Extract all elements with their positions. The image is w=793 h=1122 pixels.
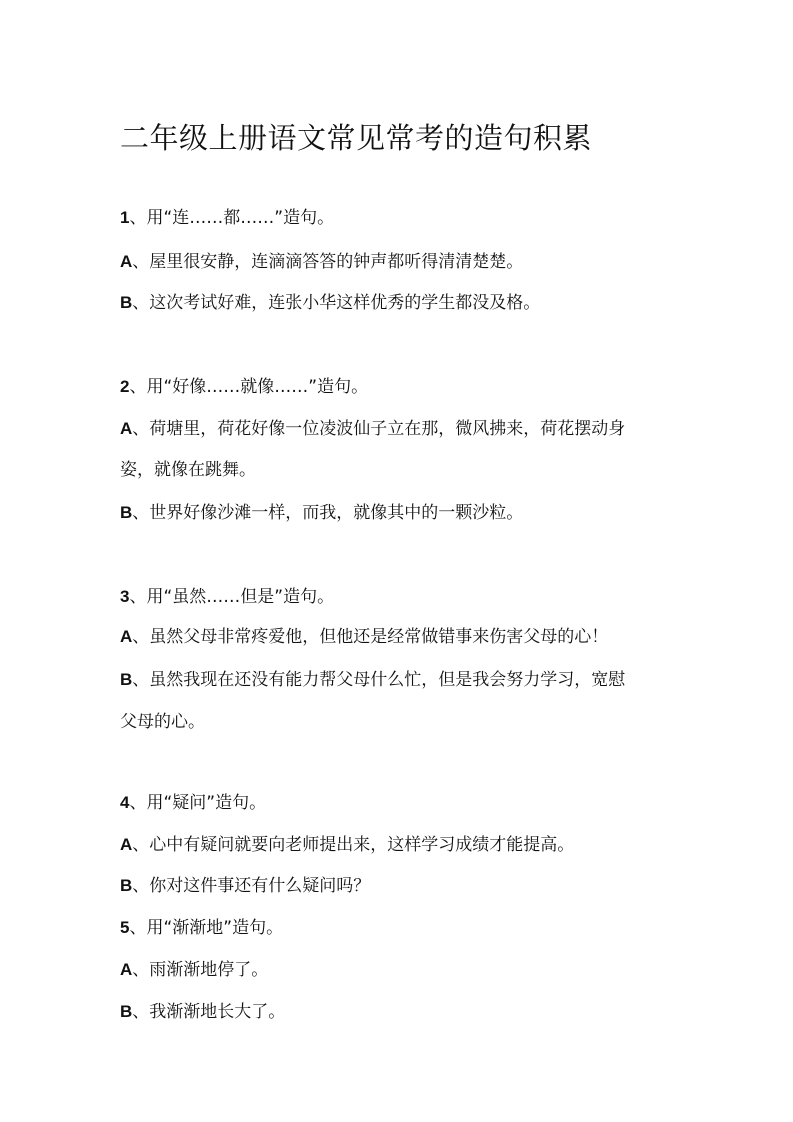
section-1-answer-a <box>120 250 523 274</box>
answer-label: A <box>120 419 133 438</box>
section-1-answer-b <box>120 291 540 315</box>
answer-text: 、屋里很安静，连滴滴答答的钟声都听得清清楚楚。 <box>132 252 524 272</box>
section-4-prompt <box>120 791 266 815</box>
section-2-prompt <box>120 375 368 399</box>
answer-text: 、雨渐渐地停了。 <box>132 960 269 980</box>
answer-text: 、心中有疑问就要向老师提出来，这样学习成绩才能提高。 <box>132 835 575 855</box>
section-number: 1 <box>120 208 130 227</box>
answer-label: B <box>120 670 133 689</box>
section-2-answer-b <box>120 501 523 525</box>
answer-text: 、你对这件事还有什么疑问吗？ <box>132 876 371 896</box>
section-4-answer-b <box>120 874 370 898</box>
section-number: 4 <box>120 793 130 812</box>
answer-text: 、荷塘里，荷花好像一位凌波仙子立在那，微风拂来，荷花摆动身 <box>132 419 626 439</box>
answer-label: A <box>120 960 133 979</box>
prompt-text: 、用“连……都……”造句。 <box>129 208 335 228</box>
section-3-answer-b <box>120 668 625 692</box>
section-4-answer-a <box>120 833 574 857</box>
section-5-answer-b <box>120 1000 285 1024</box>
section-number: 5 <box>120 918 130 937</box>
answer-text: 、虽然父母非常疼爱他，但他还是经常做错事来伤害父母的心！ <box>132 627 609 647</box>
answer-label: B <box>120 876 133 895</box>
section-5-prompt <box>120 916 283 940</box>
section-1-prompt <box>120 206 334 230</box>
answer-text: 、虽然我现在还没有能力帮父母什么忙，但是我会努力学习，宽慰 <box>132 670 626 690</box>
document-title: 二年级上册语文常见常考的造句积累 <box>120 121 593 155</box>
prompt-text: 、用“疑问”造句。 <box>129 793 267 813</box>
section-3-answer-a <box>120 625 608 649</box>
section-number: 3 <box>120 587 130 606</box>
answer-label: B <box>120 1002 133 1021</box>
answer-label: A <box>120 627 133 646</box>
answer-label: A <box>120 252 133 271</box>
answer-text: 、这次考试好难，连张小华这样优秀的学生都没及格。 <box>132 293 541 313</box>
answer-label: B <box>120 293 133 312</box>
prompt-text: 、用“好像……就像……”造句。 <box>129 377 369 397</box>
section-5-answer-a <box>120 958 268 982</box>
section-2-answer-a <box>120 417 625 441</box>
answer-label: B <box>120 503 133 522</box>
answer-text: 、世界好像沙滩一样，而我，就像其中的一颗沙粒。 <box>132 503 524 523</box>
section-3-answer-b-continued: 父母的心。 <box>120 712 205 732</box>
prompt-text: 、用“虽然……但是”造句。 <box>129 587 335 607</box>
answer-text: 、我渐渐地长大了。 <box>132 1002 286 1022</box>
section-3-prompt <box>120 585 334 609</box>
prompt-text: 、用“渐渐地”造句。 <box>129 918 284 938</box>
answer-label: A <box>120 835 133 854</box>
section-2-answer-a-continued: 姿，就像在跳舞。 <box>120 460 256 480</box>
section-number: 2 <box>120 377 130 396</box>
